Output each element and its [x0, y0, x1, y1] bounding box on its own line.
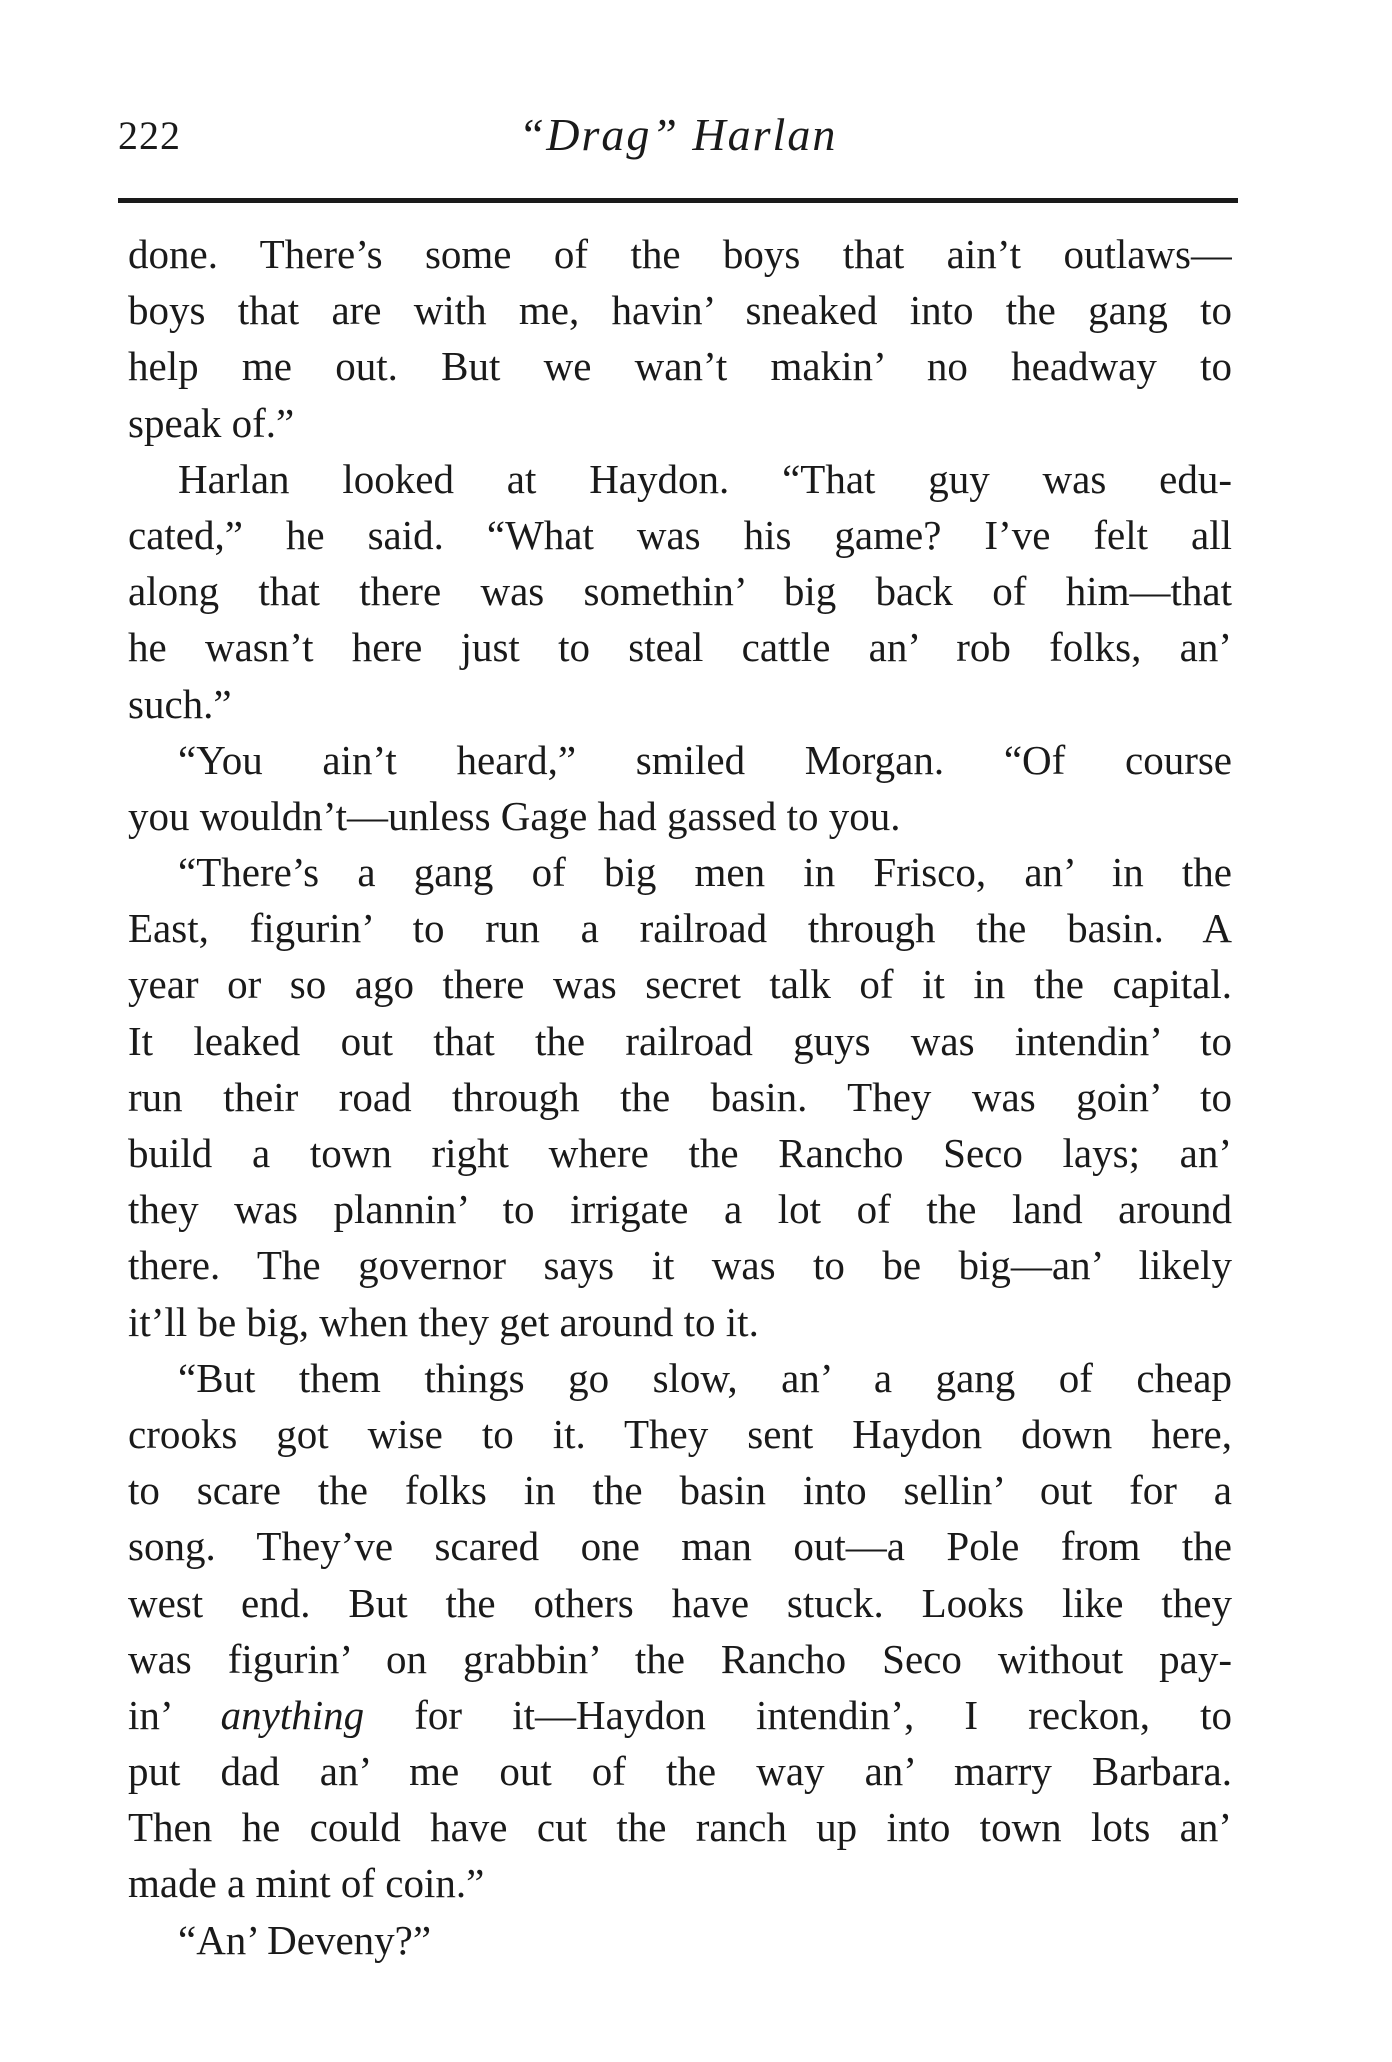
- body-text: [128, 226, 1232, 1968]
- italic-emphasis: anything: [220, 1691, 365, 1738]
- text-line: there. The governor says it was to be big—an’ likely: [128, 1242, 1232, 1289]
- text-line: was figurin’ on grabbin’ the Rancho Seco without pay-: [128, 1635, 1232, 1682]
- text-line: they was plannin’ to irrigate a lot of the land around: [128, 1186, 1232, 1233]
- text-line: done. There’s some of the boys that ain’t outlaws—: [128, 231, 1232, 277]
- text-line: boys that are with me, havin’ sneaked into the gang to: [128, 287, 1232, 334]
- text-line: you wouldn’t—unless Gage had gassed to you.: [128, 792, 901, 839]
- text-line: Harlan looked at Haydon. “That guy was edu-: [178, 455, 1232, 502]
- header-rule: [118, 198, 1238, 203]
- text-line: year or so ago there was secret talk of it in the capital.: [128, 961, 1232, 1008]
- text-line: run their road through the basin. They was goin’ to: [128, 1073, 1232, 1120]
- page-number: 222: [118, 113, 181, 158]
- text-line: cated,” he said. “What was his game? I’ve felt all: [128, 511, 1232, 558]
- text-line: “An’ Deveny?”: [178, 1916, 432, 1963]
- text-line: East, figurin’ to run a railroad through the basin. A: [128, 905, 1232, 952]
- text-line: along that there was somethin’ big back of him—that: [128, 568, 1232, 615]
- text-line: It leaked out that the railroad guys was intendin’ to: [128, 1017, 1232, 1064]
- text-line: Then he could have cut the ranch up into town lots an’: [128, 1804, 1232, 1851]
- text-line: “You ain’t heard,” smiled Morgan. “Of course: [178, 736, 1232, 783]
- text-line: put dad an’ me out of the way an’ marry Barbara.: [128, 1748, 1232, 1795]
- text-segment: in’: [128, 1691, 221, 1738]
- text-line: “There’s a gang of big men in Frisco, an’ in the: [178, 849, 1232, 896]
- text-line: help me out. But we wan’t makin’ no headway to: [128, 343, 1232, 390]
- running-title: “Drag” Harlan: [518, 109, 838, 160]
- text-line: west end. But the others have stuck. Looks like they: [128, 1579, 1232, 1626]
- text-segment: for it—Haydon intendin’, I reckon, to: [364, 1691, 1232, 1738]
- text-line: crooks got wise to it. They sent Haydon down here,: [128, 1410, 1232, 1457]
- text-line: speak of.”: [128, 399, 295, 446]
- page-header: [118, 108, 1238, 168]
- text-line: he wasn’t here just to steal cattle an’ rob folks, an’: [128, 624, 1232, 671]
- text-line: build a town right where the Rancho Seco lays; an’: [128, 1130, 1232, 1176]
- text-line: [128, 1687, 1232, 1743]
- text-line: made a mint of coin.”: [128, 1860, 485, 1907]
- text-line: to scare the folks in the basin into sellin’ out for a: [128, 1467, 1232, 1514]
- text-line: it’ll be big, when they get around to it.: [128, 1298, 759, 1345]
- text-line: song. They’ve scared one man out—a Pole from the: [128, 1523, 1232, 1570]
- text-line: such.”: [128, 680, 232, 727]
- text-line: “But them things go slow, an’ a gang of cheap: [178, 1354, 1232, 1401]
